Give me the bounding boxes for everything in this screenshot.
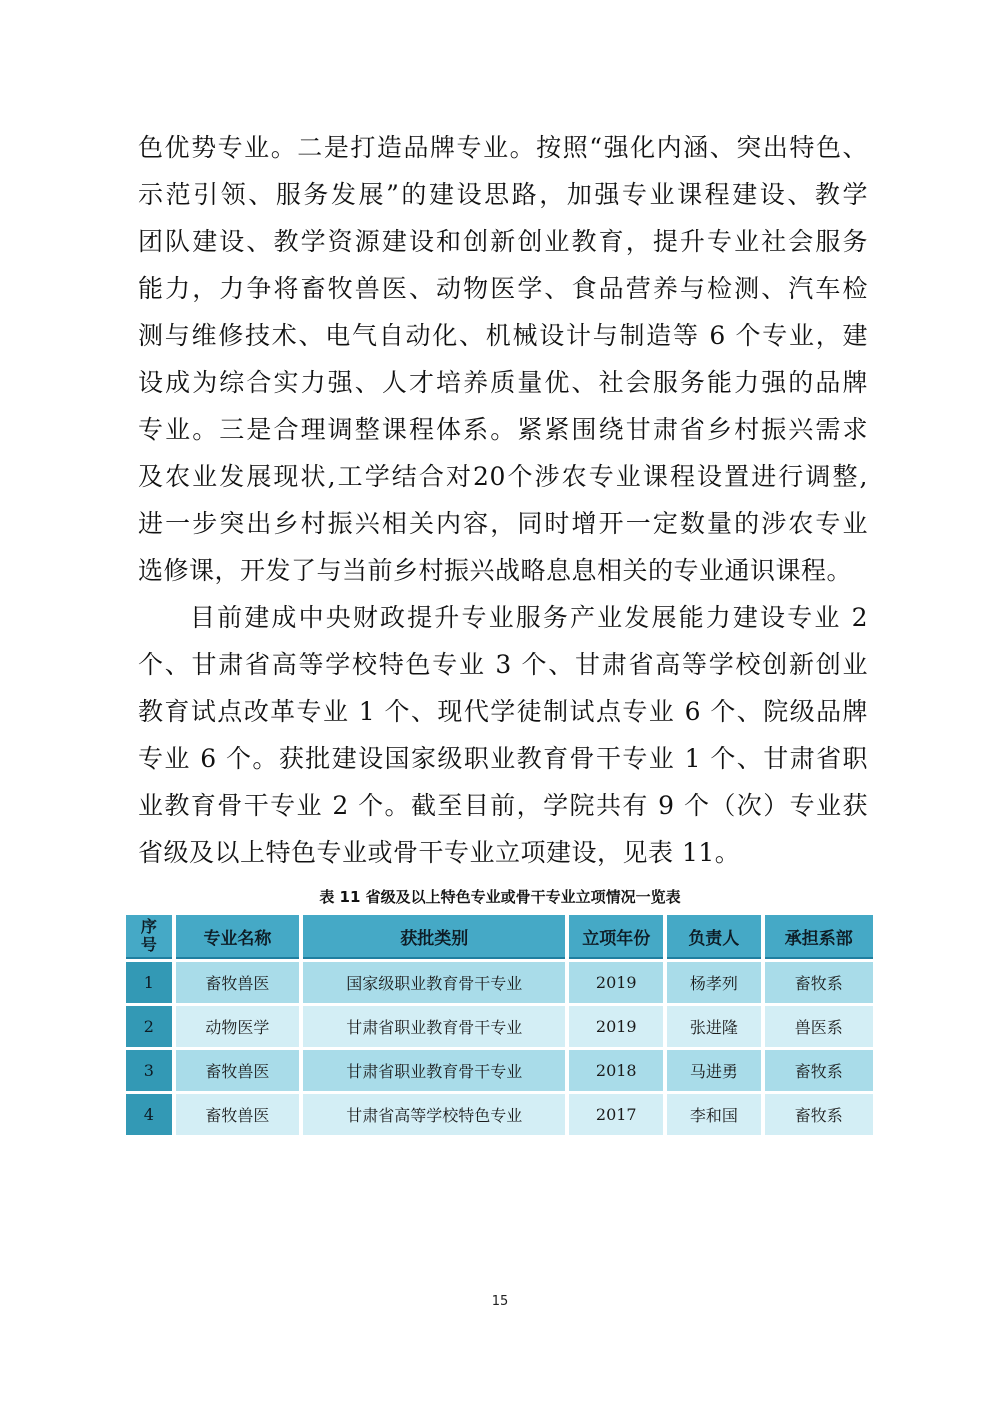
cell-category: 甘肃省职业教育骨干专业 — [303, 1050, 565, 1091]
cell-seq: 1 — [126, 962, 172, 1003]
text-line: 示范引领、服务发展”的建设思路，加强专业课程建设、教学 — [138, 180, 868, 209]
specialty-table — [122, 912, 877, 1138]
body-text — [138, 124, 868, 876]
text-line: 专业。三是合理调整课程体系。紧紧围绕甘肃省乡村振兴需求 — [138, 415, 868, 444]
page-number: 15 — [491, 1294, 509, 1309]
cell-seq: 3 — [126, 1050, 172, 1091]
cell-dept: 畜牧系 — [765, 1094, 873, 1135]
text-line: 设成为综合实力强、人才培养质量优、社会服务能力强的品牌 — [138, 368, 868, 397]
table-row — [126, 1094, 873, 1135]
cell-owner: 张进隆 — [667, 1006, 760, 1047]
cell-owner: 杨孝列 — [667, 962, 760, 1003]
cell-category: 甘肃省高等学校特色专业 — [303, 1094, 565, 1135]
cell-name: 动物医学 — [176, 1006, 299, 1047]
cell-dept: 畜牧系 — [765, 962, 873, 1003]
cell-name: 畜牧兽医 — [176, 962, 299, 1003]
text-line: 省级及以上特色专业或骨干专业立项建设，见表 11。 — [138, 838, 741, 867]
text-line: 团队建设、教学资源建设和创新创业教育，提升专业社会服务 — [138, 227, 868, 256]
cell-year: 2019 — [569, 962, 663, 1003]
cell-year: 2017 — [569, 1094, 663, 1135]
table-caption: 表 11 省级及以上特色专业或骨干专业立项情况一览表 — [319, 888, 681, 906]
paragraph-2 — [138, 594, 868, 876]
cell-seq: 2 — [126, 1006, 172, 1047]
cell-category: 甘肃省职业教育骨干专业 — [303, 1006, 565, 1047]
text-line: 目前建成中央财政提升专业服务产业发展能力建设专业 2 — [190, 603, 868, 632]
text-line: 选修课，开发了与当前乡村振兴战略息息相关的专业通识课程。 — [138, 556, 853, 585]
text-line: 教育试点改革专业 1 个、现代学徒制试点专业 6 个、院级品牌 — [138, 697, 868, 726]
text-line: 及农业发展现状,工学结合对20个涉农专业课程设置进行调整, — [138, 462, 868, 491]
header-seq-line1: 序 — [140, 917, 157, 936]
cell-category: 国家级职业教育骨干专业 — [303, 962, 565, 1003]
text-line: 专业 6 个。获批建设国家级职业教育骨干专业 1 个、甘肃省职 — [138, 744, 868, 773]
text-line: 业教育骨干专业 2 个。截至目前，学院共有 9 个（次）专业获 — [138, 791, 868, 820]
header-year: 立项年份 — [569, 915, 663, 959]
header-dept: 承担系部 — [765, 915, 873, 959]
table-row — [126, 1050, 873, 1091]
header-owner: 负责人 — [667, 915, 760, 959]
header-category: 获批类别 — [303, 915, 565, 959]
cell-owner: 马进勇 — [667, 1050, 760, 1091]
table-row — [126, 962, 873, 1003]
text-line: 进一步突出乡村振兴相关内容，同时增开一定数量的涉农专业 — [138, 509, 868, 538]
text-line: 个、甘肃省高等学校特色专业 3 个、甘肃省高等学校创新创业 — [138, 650, 868, 679]
cell-year: 2019 — [569, 1006, 663, 1047]
text-line: 色优势专业。二是打造品牌专业。按照“强化内涵、突出特色、 — [138, 133, 868, 162]
table-header-row — [126, 915, 873, 959]
text-line: 能力，力争将畜牧兽医、动物医学、食品营养与检测、汽车检 — [138, 274, 868, 303]
text-line: 测与维修技术、电气自动化、机械设计与制造等 6 个专业，建 — [138, 321, 868, 350]
header-name: 专业名称 — [176, 915, 299, 959]
cell-name: 畜牧兽医 — [176, 1050, 299, 1091]
header-seq-line2: 号 — [140, 935, 157, 954]
table-row — [126, 1006, 873, 1047]
header-seq — [126, 915, 172, 959]
cell-seq: 4 — [126, 1094, 172, 1135]
cell-dept: 畜牧系 — [765, 1050, 873, 1091]
cell-dept: 兽医系 — [765, 1006, 873, 1047]
cell-owner: 李和国 — [667, 1094, 760, 1135]
cell-name: 畜牧兽医 — [176, 1094, 299, 1135]
cell-year: 2018 — [569, 1050, 663, 1091]
paragraph-1 — [138, 124, 868, 594]
